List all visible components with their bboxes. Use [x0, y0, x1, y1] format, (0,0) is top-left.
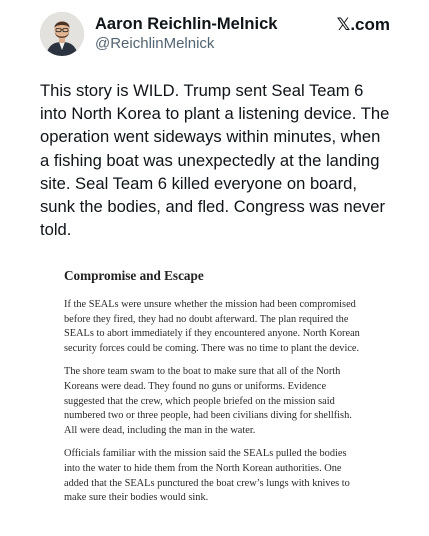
article-screenshot — [64, 268, 364, 515]
display-name[interactable]: Aaron Reichlin-Melnick — [95, 15, 278, 33]
author-names — [95, 14, 277, 54]
avatar[interactable] — [40, 12, 84, 56]
tweet-header — [40, 12, 390, 58]
user-handle[interactable]: @ReichlinMelnick — [95, 35, 215, 52]
article-paragraph: Officials familiar with the mission said the SEALs pulled the bodies into the water to hide them from the North Korean authorities. One added that the SEALs punctured the boat crew’s lungs with knives to make sure their bodies would sink. — [64, 448, 350, 504]
person-icon — [40, 12, 84, 56]
x-logo: 𝕏.com — [336, 15, 390, 34]
article-paragraph: If the SEALs were unsure whether the mission had been compromised before they fired, they had no doubt afterward. The plan required the SEALs to abort immediately if they encountered anyone. North Korean security forces could be coming. There was no time to plant the device. — [64, 299, 360, 354]
tweet-text: This story is WILD. Trump sent Seal Team 6 into North Korea to plant a listening device. The operation went sideways within minutes, when a fishing boat was unexpectedly at the landing site. Seal Team 6 killed everyone on board, sunk the bodies, and fled. Congress was never told. — [40, 81, 390, 240]
article-heading: Compromise and Escape — [64, 268, 204, 283]
article-paragraph: The shore team swam to the boat to make sure that all of the North Koreans were dead. They found no guns or uniforms. Evidence suggested that the crew, which people briefed on the mission said numbered two or three people, had been civilians diving for shellfish. All were dead, including the man in the water. — [64, 366, 352, 436]
